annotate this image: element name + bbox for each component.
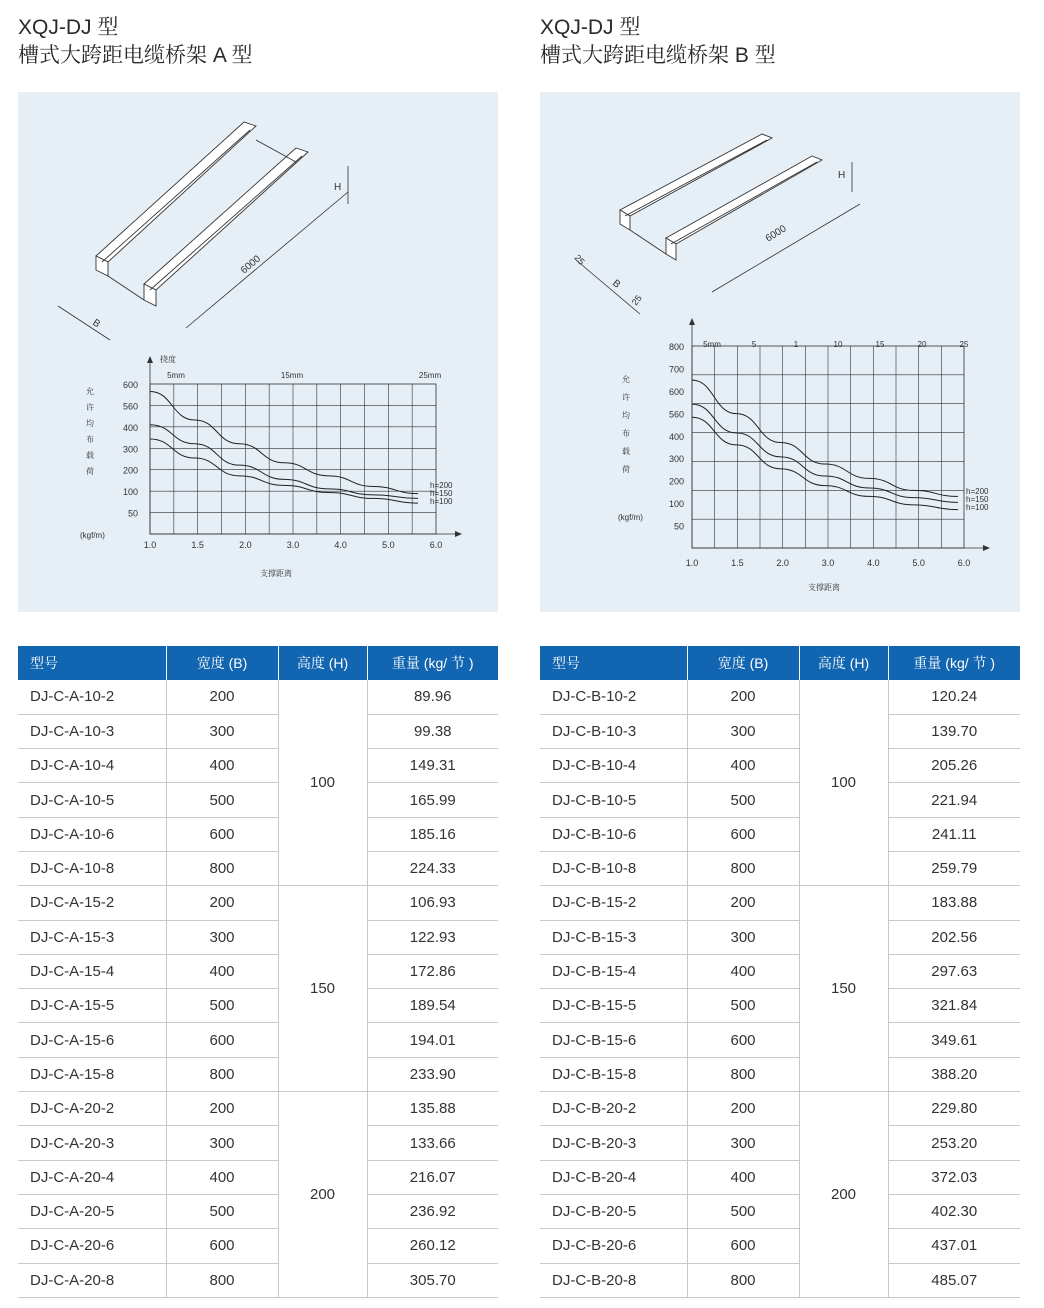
cell-model: DJ-C-A-10-3 [18, 714, 166, 748]
cell-width: 800 [687, 1057, 799, 1091]
tray-bottom-edge [108, 276, 144, 300]
cell-weight: 194.01 [367, 1023, 498, 1057]
cell-model: DJ-C-A-15-2 [18, 886, 166, 920]
table-row [18, 680, 498, 714]
dim-width-label: B [90, 317, 103, 331]
cell-weight: 372.03 [888, 1160, 1020, 1194]
cell-weight: 172.86 [367, 954, 498, 988]
chart-ylabel [86, 386, 94, 476]
cell-width: 200 [166, 886, 278, 920]
title-line-1: XQJ-DJ 型 [540, 16, 641, 39]
cell-weight: 236.92 [367, 1194, 498, 1228]
y-tick-label: 400 [668, 431, 684, 442]
dim-width-line [58, 306, 110, 340]
header-model: 型号 [540, 646, 687, 680]
cell-width: 400 [687, 1160, 799, 1194]
cell-weight: 185.16 [367, 817, 498, 851]
chart-grid [689, 318, 990, 551]
series-line [150, 425, 418, 499]
table-row [540, 851, 1020, 885]
table-row [540, 1023, 1020, 1057]
cell-width: 600 [166, 817, 278, 851]
table-row [540, 680, 1020, 714]
cell-weight: 259.79 [888, 851, 1020, 885]
y-tick-label: 50 [673, 521, 684, 532]
y-tick-label: 100 [122, 487, 138, 498]
cell-width: 200 [687, 1092, 799, 1126]
ylabel-char: 荷 [86, 467, 94, 476]
ylabel-char: 布 [86, 435, 94, 444]
cell-weight: 106.93 [367, 886, 498, 920]
table-row [540, 920, 1020, 954]
cell-weight: 224.33 [367, 851, 498, 885]
cell-width: 300 [166, 920, 278, 954]
cell-model: DJ-C-B-20-5 [540, 1194, 687, 1228]
chart-x-arrow [455, 531, 462, 537]
cell-weight: 122.93 [367, 920, 498, 954]
figure-svg [540, 92, 1020, 612]
cell-weight: 229.80 [888, 1092, 1020, 1126]
series-line [150, 439, 418, 503]
cell-width: 500 [166, 1194, 278, 1228]
cell-weight: 216.07 [367, 1160, 498, 1194]
chart-xlabel: 支撑距离 [260, 569, 292, 578]
cell-width: 600 [166, 1023, 278, 1057]
cell-width: 400 [166, 749, 278, 783]
table-header-row [540, 646, 1020, 680]
tray-bottom-edge [630, 230, 666, 254]
chart-grid [147, 356, 462, 537]
cell-height: 100 [278, 680, 367, 886]
table-row [18, 1092, 498, 1126]
table-row [18, 920, 498, 954]
chart-series [150, 392, 418, 504]
cell-model: DJ-C-A-15-8 [18, 1057, 166, 1091]
cell-weight: 189.54 [367, 989, 498, 1023]
spec-table [540, 646, 1020, 1298]
cell-model: DJ-C-A-20-8 [18, 1263, 166, 1297]
chart-ylabel [622, 374, 630, 474]
x-tick-label: 5.0 [912, 558, 925, 568]
table-header-row [18, 646, 498, 680]
cell-height: 100 [799, 680, 888, 886]
chart-xlabel: 支撑距离 [808, 583, 840, 592]
deflection-label: 5 [751, 340, 757, 349]
cell-weight: 221.94 [888, 783, 1020, 817]
cell-width: 800 [687, 851, 799, 885]
cell-model: DJ-C-A-20-6 [18, 1229, 166, 1263]
section-title [18, 14, 253, 70]
cell-model: DJ-C-B-15-2 [540, 886, 687, 920]
cell-weight: 305.70 [367, 1263, 498, 1297]
y-tick-label: 50 [127, 508, 138, 519]
cell-width: 400 [687, 749, 799, 783]
dim-height-label: H [838, 170, 846, 181]
table-row [18, 954, 498, 988]
y-tick-label: 200 [122, 465, 138, 476]
series-label: h=150 [430, 489, 453, 498]
chart-y-arrow [147, 356, 153, 363]
series-label: h=100 [966, 503, 989, 512]
spec-table [18, 646, 498, 1298]
cell-width: 200 [166, 680, 278, 714]
cell-width: 300 [687, 714, 799, 748]
y-tick-label: 560 [668, 409, 684, 420]
chart-yunit: (kgf/m) [618, 513, 643, 522]
tray-right-rail [666, 156, 822, 244]
chart-deflection-labels [167, 371, 441, 380]
cell-weight: 437.01 [888, 1229, 1020, 1263]
cell-height: 200 [799, 1092, 888, 1298]
chart-legend [966, 487, 989, 512]
cell-width: 500 [687, 783, 799, 817]
cell-width: 200 [687, 680, 799, 714]
deflection-label: 5mm [167, 371, 185, 380]
cell-width: 500 [166, 783, 278, 817]
cell-width: 300 [687, 920, 799, 954]
cell-width: 200 [687, 886, 799, 920]
table-row [540, 1057, 1020, 1091]
series-line [150, 392, 418, 494]
cell-width: 800 [687, 1263, 799, 1297]
cell-model: DJ-C-B-15-8 [540, 1057, 687, 1091]
table-row [540, 1092, 1020, 1126]
cell-height: 150 [278, 886, 367, 1092]
dim-length-line [186, 192, 348, 328]
deflection-label: 25 [959, 340, 969, 349]
table-row [540, 817, 1020, 851]
header-width: 宽度 (B) [687, 646, 799, 680]
cell-model: DJ-C-B-15-6 [540, 1023, 687, 1057]
table-row [18, 714, 498, 748]
cell-model: DJ-C-A-15-4 [18, 954, 166, 988]
table-row [18, 1023, 498, 1057]
cell-weight: 297.63 [888, 954, 1020, 988]
dim-width-label: B [610, 277, 623, 291]
y-tick-label: 700 [668, 364, 684, 375]
title-line-2: 槽式大跨距电缆桥架 A 型 [18, 44, 253, 67]
dim-flange-label-1: 25 [572, 252, 587, 267]
chart-deflection-labels [703, 340, 969, 349]
cell-weight: 260.12 [367, 1229, 498, 1263]
cell-weight: 402.30 [888, 1194, 1020, 1228]
dim-height-label: H [334, 182, 342, 193]
cell-weight: 139.70 [888, 714, 1020, 748]
cell-width: 300 [166, 1126, 278, 1160]
y-tick-label: 300 [668, 454, 684, 465]
cell-width: 400 [166, 954, 278, 988]
cell-model: DJ-C-A-10-4 [18, 749, 166, 783]
x-tick-label: 1.5 [731, 558, 744, 568]
ylabel-char: 布 [622, 429, 630, 438]
cell-model: DJ-C-B-10-8 [540, 851, 687, 885]
cell-width: 500 [166, 989, 278, 1023]
cell-model: DJ-C-A-15-5 [18, 989, 166, 1023]
table-row [540, 954, 1020, 988]
series-line [692, 404, 958, 502]
cell-weight: 233.90 [367, 1057, 498, 1091]
cell-model: DJ-C-B-15-5 [540, 989, 687, 1023]
cell-width: 500 [687, 989, 799, 1023]
series-label: h=200 [430, 481, 453, 490]
cell-model: DJ-C-B-10-2 [540, 680, 687, 714]
deflection-label: 1 [793, 340, 799, 349]
y-tick-label: 300 [122, 444, 138, 455]
table-row [18, 886, 498, 920]
tray-left-rail [620, 134, 772, 216]
cell-model: DJ-C-A-15-3 [18, 920, 166, 954]
cell-weight: 183.88 [888, 886, 1020, 920]
x-tick-label: 6.0 [957, 558, 971, 568]
x-tick-label: 3.0 [821, 558, 835, 568]
figure-panel [18, 92, 498, 612]
cell-model: DJ-C-B-20-4 [540, 1160, 687, 1194]
cell-weight: 133.66 [367, 1126, 498, 1160]
tray-right-rail-groove [150, 156, 302, 290]
cell-width: 800 [166, 1057, 278, 1091]
cell-weight: 89.96 [367, 680, 498, 714]
series-label: h=100 [430, 497, 453, 506]
cell-width: 400 [166, 1160, 278, 1194]
cell-weight: 388.20 [888, 1057, 1020, 1091]
cell-width: 800 [166, 851, 278, 885]
cell-model: DJ-C-B-10-3 [540, 714, 687, 748]
table-row [540, 749, 1020, 783]
header-height: 高度 (H) [278, 646, 367, 680]
cell-width: 300 [687, 1126, 799, 1160]
chart-title: 挠度 [160, 355, 176, 364]
chart-y-arrow [689, 318, 695, 325]
x-tick-label: 1.0 [143, 540, 157, 550]
cell-width: 400 [687, 954, 799, 988]
table-row [18, 1194, 498, 1228]
chart-y-ticks [669, 342, 684, 532]
table-row [18, 1126, 498, 1160]
table-row [18, 1229, 498, 1263]
table-row [540, 1263, 1020, 1297]
header-model: 型号 [18, 646, 166, 680]
cell-model: DJ-C-A-20-2 [18, 1092, 166, 1126]
figure-panel [540, 92, 1020, 612]
cell-weight: 202.56 [888, 920, 1020, 954]
cell-width: 200 [166, 1092, 278, 1126]
load-chart [618, 318, 990, 592]
header-weight: 重量 (kg/ 节 ) [888, 646, 1020, 680]
y-tick-label: 400 [122, 422, 138, 433]
cell-width: 300 [166, 714, 278, 748]
dim-length-label: 6000 [763, 223, 789, 245]
cell-weight: 485.07 [888, 1263, 1020, 1297]
series-line [692, 380, 958, 496]
load-chart [80, 354, 462, 578]
cell-width: 500 [687, 1194, 799, 1228]
ylabel-char: 均 [622, 411, 630, 420]
chart-y-ticks [123, 380, 138, 519]
table-row [18, 1263, 498, 1297]
deflection-label: 25mm [418, 371, 442, 380]
chart-x-ticks [686, 558, 971, 568]
title-line-2: 槽式大跨距电缆桥架 B 型 [540, 44, 776, 67]
dim-length-line [712, 204, 860, 292]
ylabel-char: 载 [622, 447, 630, 456]
table-row [540, 1194, 1020, 1228]
cell-weight: 165.99 [367, 783, 498, 817]
cell-weight: 99.38 [367, 714, 498, 748]
y-tick-label: 600 [122, 380, 138, 390]
y-tick-label: 560 [122, 401, 138, 412]
x-tick-label: 2.0 [239, 540, 252, 550]
cell-weight: 135.88 [367, 1092, 498, 1126]
cell-model: DJ-C-A-10-6 [18, 817, 166, 851]
dimension-lines [576, 162, 860, 314]
y-tick-label: 600 [668, 386, 684, 397]
cell-width: 600 [687, 1229, 799, 1263]
cell-weight: 120.24 [888, 680, 1020, 714]
table-row [18, 817, 498, 851]
cell-model: DJ-C-B-10-5 [540, 783, 687, 817]
deflection-label: 20 [917, 340, 927, 349]
cell-model: DJ-C-A-10-2 [18, 680, 166, 714]
cell-model: DJ-C-B-15-3 [540, 920, 687, 954]
header-width: 宽度 (B) [166, 646, 278, 680]
ylabel-char: 载 [86, 451, 94, 460]
cell-model: DJ-C-A-10-8 [18, 851, 166, 885]
cell-model: DJ-C-A-20-5 [18, 1194, 166, 1228]
table-row [540, 1160, 1020, 1194]
cell-model: DJ-C-A-10-5 [18, 783, 166, 817]
table-row [540, 1229, 1020, 1263]
cell-weight: 205.26 [888, 749, 1020, 783]
chart-yunit: (kgf/m) [80, 531, 105, 540]
cell-height: 200 [278, 1092, 367, 1298]
x-tick-label: 6.0 [429, 540, 443, 550]
series-line [692, 417, 958, 509]
ylabel-char: 允 [622, 375, 630, 384]
table-row [18, 1057, 498, 1091]
chart-legend [430, 481, 453, 506]
cell-model: DJ-C-A-20-4 [18, 1160, 166, 1194]
section-title [540, 14, 776, 70]
x-tick-label: 2.0 [776, 558, 789, 568]
cell-model: DJ-C-B-20-8 [540, 1263, 687, 1297]
title-line-1: XQJ-DJ 型 [18, 16, 119, 39]
x-tick-label: 1.5 [191, 540, 204, 550]
x-tick-label: 5.0 [382, 540, 395, 550]
table-row [18, 749, 498, 783]
table-row [18, 851, 498, 885]
dim-flange-label-2: 25 [629, 293, 644, 308]
table-row [540, 714, 1020, 748]
y-tick-label: 200 [668, 476, 684, 487]
header-weight: 重量 (kg/ 节 ) [367, 646, 498, 680]
cell-model: DJ-C-B-20-3 [540, 1126, 687, 1160]
tray-left-rail [96, 122, 256, 262]
tray-drawing [620, 134, 822, 260]
series-label: h=150 [966, 495, 989, 504]
deflection-label: 5mm [703, 340, 721, 349]
table-row [18, 989, 498, 1023]
cell-model: DJ-C-A-20-3 [18, 1126, 166, 1160]
cell-weight: 149.31 [367, 749, 498, 783]
cell-model: DJ-C-A-15-6 [18, 1023, 166, 1057]
ylabel-char: 许 [622, 393, 630, 402]
cell-width: 800 [166, 1263, 278, 1297]
ylabel-char: 许 [86, 403, 94, 412]
chart-x-ticks [144, 540, 443, 550]
deflection-label: 15mm [280, 371, 304, 380]
deflection-label: 10 [833, 340, 843, 349]
cell-model: DJ-C-B-15-4 [540, 954, 687, 988]
y-tick-label: 800 [668, 342, 684, 352]
tray-bottom-far [256, 140, 296, 162]
x-tick-label: 4.0 [867, 558, 880, 568]
table-body [540, 680, 1020, 1297]
table-row [540, 886, 1020, 920]
cell-weight: 349.61 [888, 1023, 1020, 1057]
table-body [18, 680, 498, 1297]
x-tick-label: 1.0 [685, 558, 699, 568]
ylabel-char: 荷 [622, 465, 630, 474]
cell-width: 600 [687, 817, 799, 851]
figure-svg [18, 92, 498, 612]
x-tick-label: 3.0 [286, 540, 300, 550]
cell-weight: 321.84 [888, 989, 1020, 1023]
cell-width: 600 [687, 1023, 799, 1057]
cell-weight: 253.20 [888, 1126, 1020, 1160]
deflection-label: 15 [875, 340, 885, 349]
dim-width-line [576, 260, 640, 314]
chart-x-arrow [983, 545, 990, 551]
table-row [540, 783, 1020, 817]
cell-height: 150 [799, 886, 888, 1092]
ylabel-char: 允 [86, 387, 94, 396]
tray-drawing [96, 122, 308, 306]
cell-width: 600 [166, 1229, 278, 1263]
cell-model: DJ-C-B-10-4 [540, 749, 687, 783]
cell-model: DJ-C-B-10-6 [540, 817, 687, 851]
table-row [18, 1160, 498, 1194]
y-tick-label: 100 [668, 499, 684, 510]
dim-length-label: 6000 [238, 253, 263, 277]
tray-left-rail-groove [625, 140, 767, 216]
series-label: h=200 [966, 487, 989, 496]
tray-right-rail [144, 148, 308, 290]
x-tick-label: 4.0 [334, 540, 347, 550]
header-height: 高度 (H) [799, 646, 888, 680]
tray-left-rail-groove [102, 130, 250, 262]
cell-model: DJ-C-B-20-2 [540, 1092, 687, 1126]
table-row [540, 1126, 1020, 1160]
ylabel-char: 均 [86, 419, 94, 428]
table-row [540, 989, 1020, 1023]
cell-weight: 241.11 [888, 817, 1020, 851]
table-row [18, 783, 498, 817]
cell-model: DJ-C-B-20-6 [540, 1229, 687, 1263]
